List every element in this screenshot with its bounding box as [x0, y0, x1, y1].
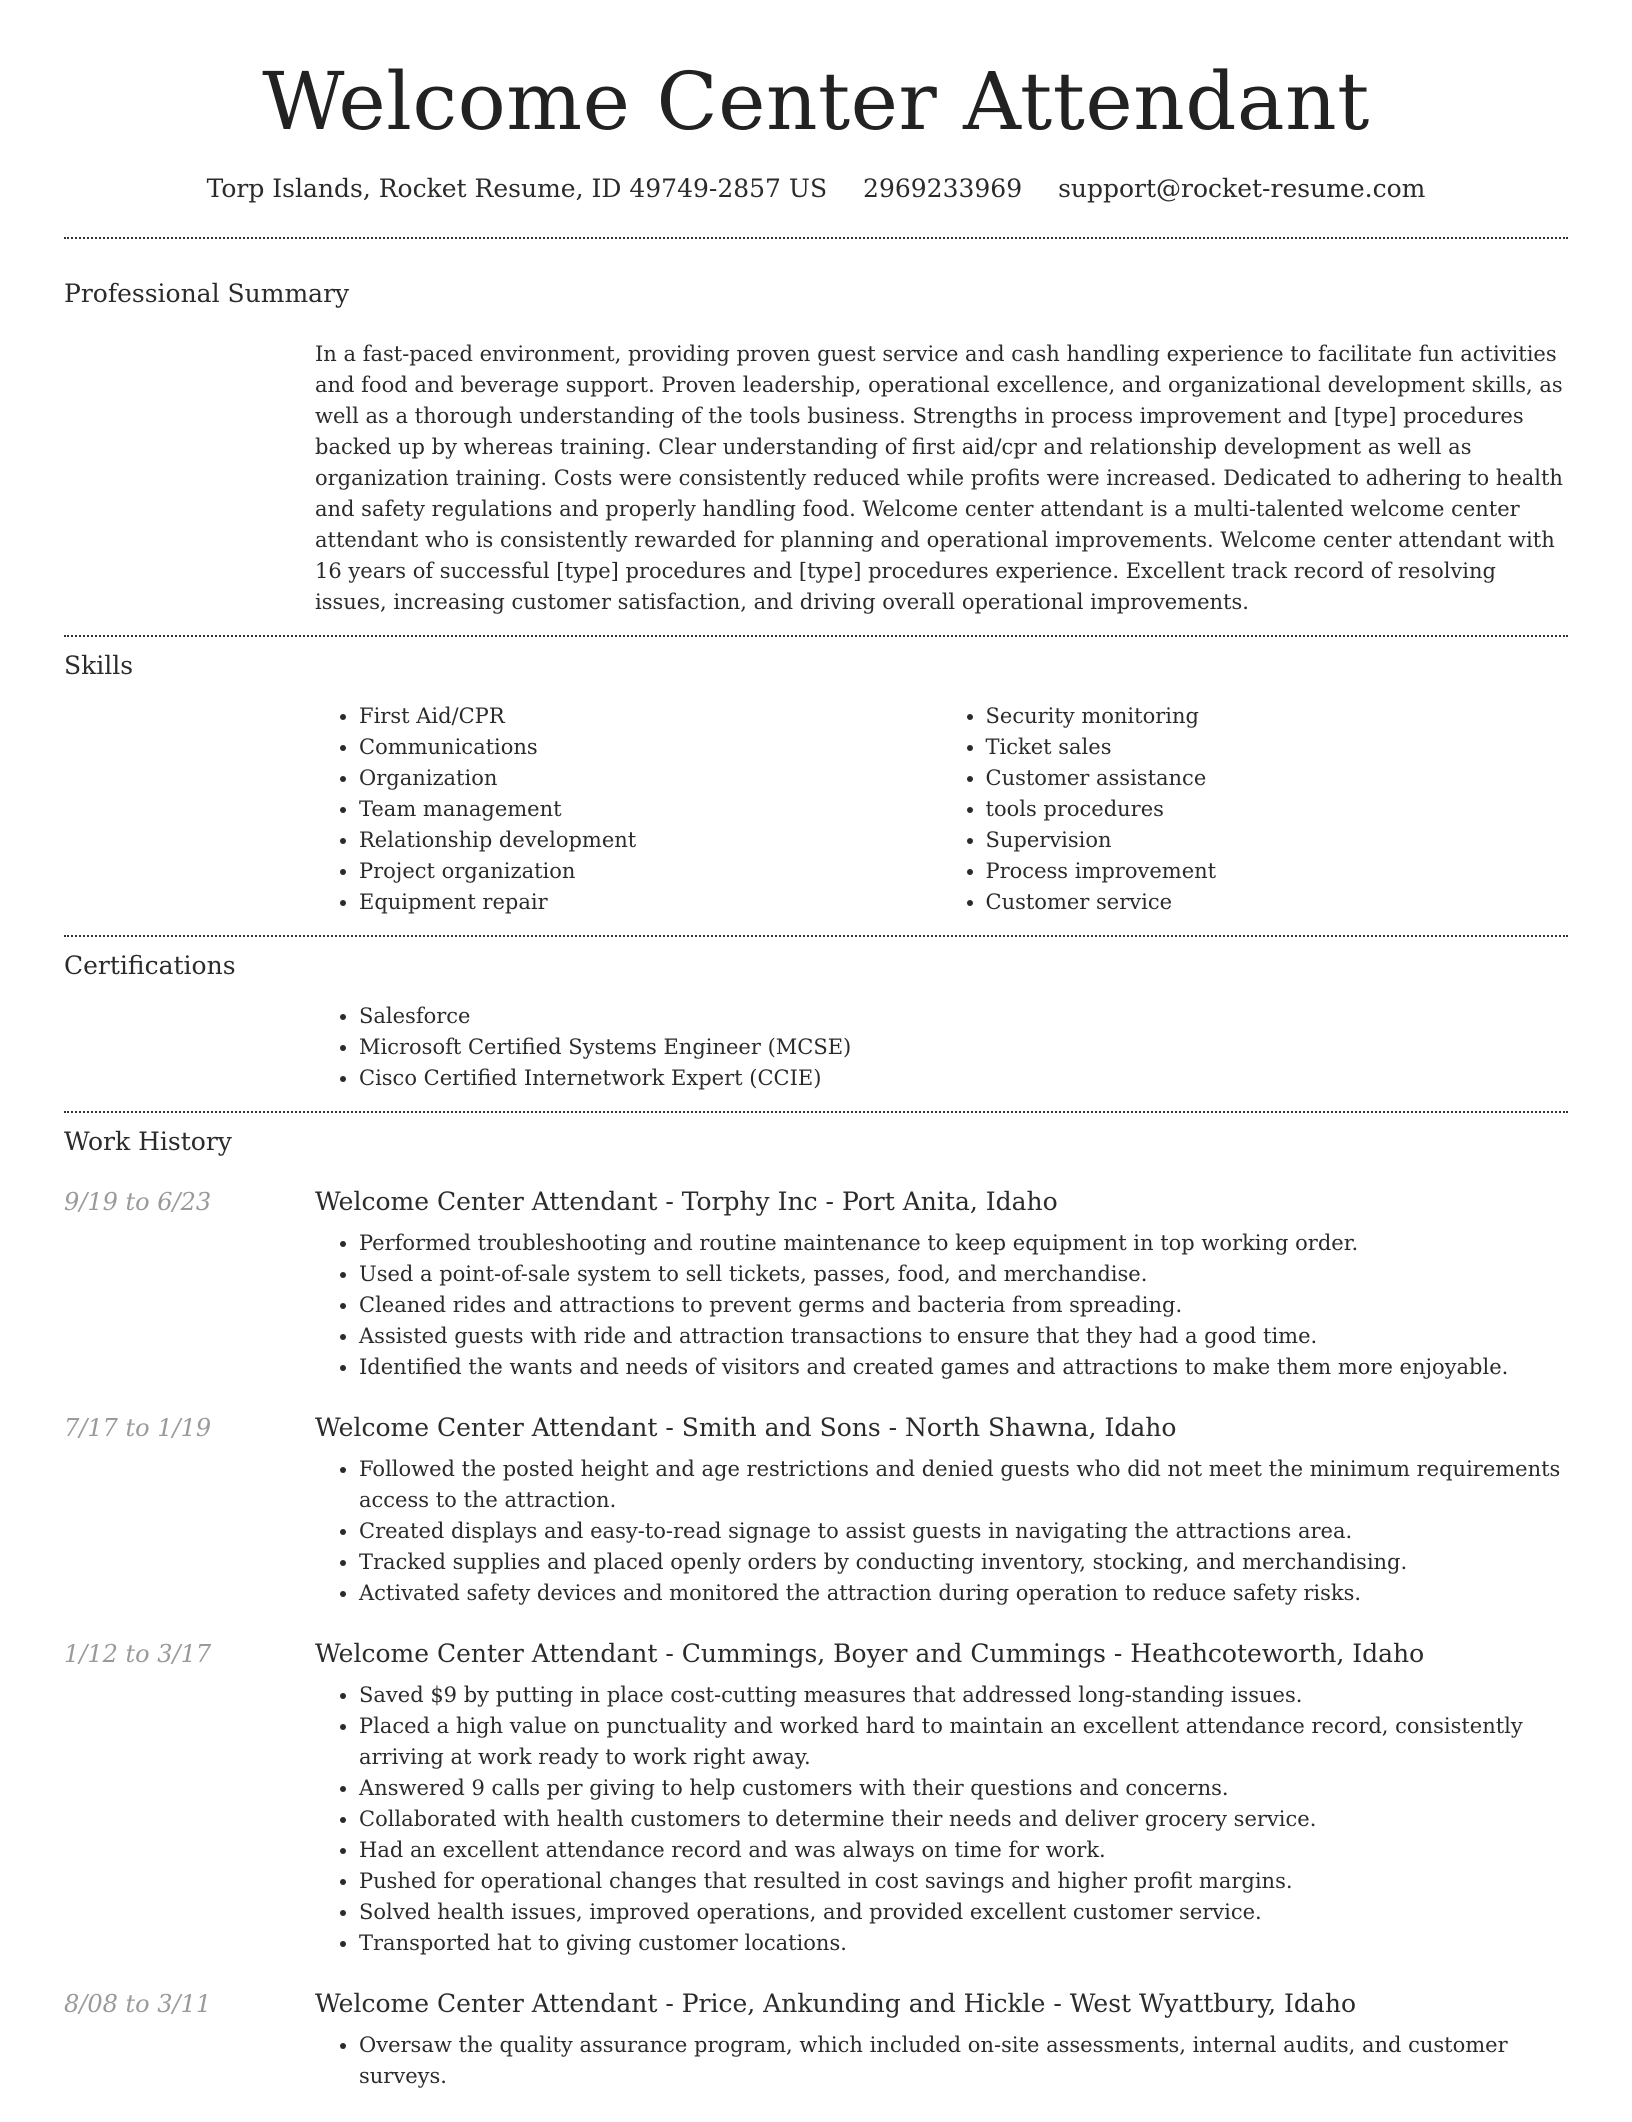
skills-grid — [315, 701, 1568, 918]
job-details — [315, 1454, 1568, 1609]
job-details — [315, 1228, 1568, 1383]
job-bullet: • Identified the wants and needs of visitors and created games and attractions to make them more enjoyable. — [359, 1352, 1568, 1383]
job-bullet: • Answered 9 calls per giving to help customers with their questions and concerns. — [359, 1773, 1568, 1804]
job-details — [315, 2030, 1568, 2092]
job-dates: 7/17 to 1/19 — [64, 1414, 212, 1442]
job-bullets — [315, 2030, 1568, 2092]
job-bullet: • Placed a high value on punctuality and worked hard to maintain an excellent attendance record, consistently arriving at work ready to work right away. — [359, 1711, 1568, 1773]
contact-address: Torp Islands, Rocket Resume, ID 49749-2857 US — [206, 174, 828, 203]
skill-item: • tools procedures — [986, 794, 1569, 825]
job-dates: 1/12 to 3/17 — [64, 1640, 212, 1668]
job-header — [64, 1413, 1568, 1442]
divider — [64, 935, 1568, 937]
job-entry — [64, 1639, 1568, 1959]
skill-item: • Equipment repair — [359, 887, 942, 918]
certifications-section — [64, 949, 1568, 1094]
skills-list-left — [315, 701, 942, 918]
job-bullet: • Followed the posted height and age restrictions and denied guests who did not meet the minimum requirements access to the attraction. — [359, 1454, 1568, 1516]
skill-item: • Customer service — [986, 887, 1569, 918]
job-bullets — [315, 1680, 1568, 1959]
section-title-work: Work History — [64, 1127, 232, 1156]
job-bullet: • Transported hat to giving customer locations. — [359, 1928, 1568, 1959]
job-header — [64, 1989, 1568, 2018]
skill-item: • Relationship development — [359, 825, 942, 856]
job-entry — [64, 1187, 1568, 1383]
job-bullets — [315, 1454, 1568, 1609]
job-dates: 8/08 to 3/11 — [64, 1990, 212, 2018]
skill-item: • Organization — [359, 763, 942, 794]
work-section — [64, 1125, 1568, 2092]
job-dates: 9/19 to 6/23 — [64, 1188, 212, 1216]
divider — [64, 237, 1568, 239]
job-entry — [64, 1413, 1568, 1609]
job-bullet: • Assisted guests with ride and attraction transactions to ensure that they had a good time. — [359, 1321, 1568, 1352]
job-entry — [64, 1989, 1568, 2092]
job-bullet: • Created displays and easy-to-read signage to assist guests in navigating the attractions area. — [359, 1516, 1568, 1547]
job-bullet: • Collaborated with health customers to determine their needs and deliver grocery service. — [359, 1804, 1568, 1835]
skills-section — [64, 649, 1568, 918]
job-heading: Welcome Center Attendant - Price, Ankunding and Hickle - West Wyattbury, Idaho — [315, 1989, 1356, 2018]
job-bullet: • Used a point-of-sale system to sell tickets, passes, food, and merchandise. — [359, 1259, 1568, 1290]
skill-item: • First Aid/CPR — [359, 701, 942, 732]
job-bullet: • Pushed for operational changes that resulted in cost savings and higher profit margins. — [359, 1866, 1568, 1897]
certification-item: • Salesforce — [359, 1001, 1568, 1032]
job-bullet: • Solved health issues, improved operations, and provided excellent customer service. — [359, 1897, 1568, 1928]
certifications-list — [315, 1001, 1568, 1094]
summary-section — [64, 277, 1568, 618]
resume-page — [64, 0, 1568, 2122]
job-bullet: • Oversaw the quality assurance program, which included on-site assessments, internal audits, and customer surveys. — [359, 2030, 1568, 2092]
skill-item: • Process improvement — [986, 856, 1569, 887]
job-header — [64, 1187, 1568, 1216]
divider — [64, 1111, 1568, 1113]
certification-item: • Microsoft Certified Systems Engineer (MCSE) — [359, 1032, 1568, 1063]
skill-item: • Supervision — [986, 825, 1569, 856]
job-heading: Welcome Center Attendant - Smith and Sons - North Shawna, Idaho — [315, 1413, 1177, 1442]
job-bullet: • Cleaned rides and attractions to prevent germs and bacteria from spreading. — [359, 1290, 1568, 1321]
contact-phone: 2969233969 — [863, 174, 1023, 203]
skill-item: • Project organization — [359, 856, 942, 887]
skill-item: • Team management — [359, 794, 942, 825]
skill-item: • Communications — [359, 732, 942, 763]
certifications-content — [315, 1001, 1568, 1094]
job-header — [64, 1639, 1568, 1668]
job-heading: Welcome Center Attendant - Cummings, Boyer and Cummings - Heathcoteworth, Idaho — [315, 1639, 1425, 1668]
contact-line — [64, 170, 1568, 208]
section-title-summary: Professional Summary — [64, 279, 350, 308]
resume-name: Welcome Center Attendant — [262, 55, 1370, 148]
job-bullet: • Tracked supplies and placed openly orders by conducting inventory, stocking, and merchandising. — [359, 1547, 1568, 1578]
skill-item: • Ticket sales — [986, 732, 1569, 763]
job-bullets — [315, 1228, 1568, 1383]
section-title-skills: Skills — [64, 651, 134, 680]
job-bullet: • Saved $9 by putting in place cost-cutting measures that addressed long-standing issues. — [359, 1680, 1568, 1711]
job-details — [315, 1680, 1568, 1959]
skills-list-right — [942, 701, 1569, 918]
job-bullet: • Had an excellent attendance record and was always on time for work. — [359, 1835, 1568, 1866]
job-bullet: • Activated safety devices and monitored the attraction during operation to reduce safety risks. — [359, 1578, 1568, 1609]
section-title-certifications: Certifications — [64, 951, 236, 980]
divider — [64, 635, 1568, 637]
job-bullet: • Performed troubleshooting and routine maintenance to keep equipment in top working order. — [359, 1228, 1568, 1259]
skill-item: • Customer assistance — [986, 763, 1569, 794]
summary-text: In a fast-paced environment, providing proven guest service and cash handling experience to facilitate fun activities and food and beverage support. Proven leadership, operational excellence, and organizational development skills, as well as a thorough understanding of the tools business. Strengths in process improvement and [type] procedures backed up by whereas training. Clear understanding of first aid/cpr and relationship development as well as organization training. Costs were consistently reduced while profits were increased. Dedicated to adhering to health and safety regulations and properly handling food. Welcome center attendant is a multi-talented welcome center attendant who is consistently rewarded for planning and operational improvements. Welcome center attendant with 16 years of successful [type] procedures and [type] procedures experience. Excellent track record of resolving issues, increasing customer satisfaction, and driving overall operational improvements. — [315, 342, 1563, 614]
contact-email: support@rocket-resume.com — [1058, 174, 1426, 203]
job-heading: Welcome Center Attendant - Torphy Inc - Port Anita, Idaho — [315, 1187, 1058, 1216]
skill-item: • Security monitoring — [986, 701, 1569, 732]
certification-item: • Cisco Certified Internetwork Expert (CCIE) — [359, 1063, 1568, 1094]
